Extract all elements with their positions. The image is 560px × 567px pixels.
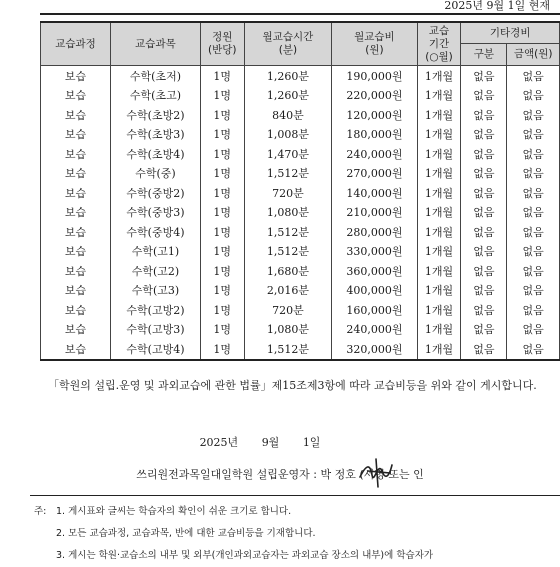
cell-course: 보습 bbox=[41, 183, 111, 203]
table-row bbox=[41, 164, 560, 184]
cell-course: 보습 bbox=[41, 125, 111, 145]
cell-course: 보습 bbox=[41, 339, 111, 360]
signature-month: 9월 bbox=[261, 436, 280, 449]
cell-other-type: 없음 bbox=[461, 320, 507, 340]
table-row bbox=[41, 86, 560, 106]
cell-course: 보습 bbox=[41, 222, 111, 242]
note-item: 1. 게시표와 글씨는 학습자의 확인이 쉬운 크기로 합니다. bbox=[56, 506, 292, 517]
table-row bbox=[41, 242, 560, 262]
cell-period: 1개월 bbox=[417, 66, 461, 86]
cell-monthly-hours: 1,080분 bbox=[244, 320, 332, 340]
cell-subject: 수학(고방2) bbox=[111, 300, 201, 320]
cell-period: 1개월 bbox=[417, 183, 461, 203]
cell-monthly-hours: 1,512분 bbox=[244, 242, 332, 262]
cell-subject: 수학(중방3) bbox=[111, 203, 201, 223]
cell-subject: 수학(고2) bbox=[111, 261, 201, 281]
cell-monthly-fee: 210,000원 bbox=[332, 203, 417, 223]
signature-date bbox=[0, 434, 520, 450]
cell-other-amount: 없음 bbox=[507, 339, 560, 360]
cell-monthly-hours: 1,470분 bbox=[244, 144, 332, 164]
cell-course: 보습 bbox=[41, 203, 111, 223]
cell-subject: 수학(초고) bbox=[111, 86, 201, 106]
cell-course: 보습 bbox=[41, 105, 111, 125]
cell-capacity: 1명 bbox=[200, 300, 244, 320]
cell-monthly-hours: 720분 bbox=[244, 183, 332, 203]
cell-other-amount: 없음 bbox=[507, 125, 560, 145]
cell-other-type: 없음 bbox=[461, 300, 507, 320]
top-rule bbox=[40, 13, 560, 15]
notes-divider bbox=[30, 495, 560, 496]
cell-other-amount: 없음 bbox=[507, 242, 560, 262]
cell-period: 1개월 bbox=[417, 339, 461, 360]
cell-monthly-fee: 140,000원 bbox=[332, 183, 417, 203]
cell-monthly-hours: 1,080분 bbox=[244, 203, 332, 223]
cell-capacity: 1명 bbox=[200, 222, 244, 242]
table-row bbox=[41, 222, 560, 242]
cell-period: 1개월 bbox=[417, 105, 461, 125]
cell-other-amount: 없음 bbox=[507, 320, 560, 340]
cell-capacity: 1명 bbox=[200, 66, 244, 86]
cell-course: 보습 bbox=[41, 281, 111, 301]
fee-table-body bbox=[41, 66, 560, 360]
cell-other-type: 없음 bbox=[461, 281, 507, 301]
cell-period: 1개월 bbox=[417, 125, 461, 145]
header-course: 교습과정 bbox=[41, 22, 111, 66]
cell-monthly-hours: 1,260분 bbox=[244, 66, 332, 86]
note-row-1 bbox=[34, 501, 554, 523]
cell-other-type: 없음 bbox=[461, 105, 507, 125]
cell-other-type: 없음 bbox=[461, 203, 507, 223]
cell-other-type: 없음 bbox=[461, 242, 507, 262]
cell-monthly-fee: 220,000원 bbox=[332, 86, 417, 106]
table-row bbox=[41, 66, 560, 86]
cell-monthly-hours: 840분 bbox=[244, 105, 332, 125]
cell-period: 1개월 bbox=[417, 261, 461, 281]
cell-other-type: 없음 bbox=[461, 261, 507, 281]
cell-other-type: 없음 bbox=[461, 86, 507, 106]
cell-subject: 수학(고방3) bbox=[111, 320, 201, 340]
cell-other-type: 없음 bbox=[461, 125, 507, 145]
cell-other-amount: 없음 bbox=[507, 86, 560, 106]
header-other-costs: 기타경비 bbox=[461, 22, 560, 44]
founder-signature-line: 쓰리원전과목일대일학원 설립운영자 : 박 정호 (서명 또는 인 bbox=[136, 468, 424, 481]
table-row bbox=[41, 105, 560, 125]
notes-prefix: 주: bbox=[34, 506, 47, 517]
cell-monthly-fee: 400,000원 bbox=[332, 281, 417, 301]
cell-course: 보습 bbox=[41, 242, 111, 262]
header-other-amount: 금액(원) bbox=[507, 44, 560, 66]
cell-other-amount: 없음 bbox=[507, 105, 560, 125]
cell-subject: 수학(고3) bbox=[111, 281, 201, 301]
cell-subject: 수학(초방2) bbox=[111, 105, 201, 125]
cell-course: 보습 bbox=[41, 261, 111, 281]
cell-subject: 수학(초방4) bbox=[111, 144, 201, 164]
cell-monthly-hours: 1,008분 bbox=[244, 125, 332, 145]
cell-capacity: 1명 bbox=[200, 183, 244, 203]
table-row bbox=[41, 320, 560, 340]
cell-capacity: 1명 bbox=[200, 281, 244, 301]
table-row bbox=[41, 203, 560, 223]
cell-capacity: 1명 bbox=[200, 164, 244, 184]
cell-period: 1개월 bbox=[417, 86, 461, 106]
cell-monthly-fee: 360,000원 bbox=[332, 261, 417, 281]
header-period: 교습 기간 (○월) bbox=[417, 22, 461, 66]
cell-other-type: 없음 bbox=[461, 222, 507, 242]
cell-monthly-fee: 160,000원 bbox=[332, 300, 417, 320]
cell-monthly-fee: 240,000원 bbox=[332, 320, 417, 340]
header-monthly-fee: 월교습비 (원) bbox=[332, 22, 417, 66]
cell-monthly-hours: 720분 bbox=[244, 300, 332, 320]
cell-subject: 수학(고방4) bbox=[111, 339, 201, 360]
signature-day: 1일 bbox=[302, 436, 321, 449]
cell-capacity: 1명 bbox=[200, 242, 244, 262]
cell-period: 1개월 bbox=[417, 144, 461, 164]
header-other-type: 구분 bbox=[461, 44, 507, 66]
cell-other-type: 없음 bbox=[461, 66, 507, 86]
table-row bbox=[41, 300, 560, 320]
note-row-3 bbox=[34, 545, 554, 567]
cell-capacity: 1명 bbox=[200, 125, 244, 145]
cell-other-amount: 없음 bbox=[507, 66, 560, 86]
cell-subject: 수학(중) bbox=[111, 164, 201, 184]
table-row bbox=[41, 144, 560, 164]
table-row bbox=[41, 183, 560, 203]
cell-capacity: 1명 bbox=[200, 203, 244, 223]
cell-subject: 수학(중방2) bbox=[111, 183, 201, 203]
cell-monthly-fee: 280,000원 bbox=[332, 222, 417, 242]
note-item: 2. 모든 교습과정, 교습과목, 반에 대한 교습비등을 기재합니다. bbox=[56, 528, 316, 539]
cell-period: 1개월 bbox=[417, 222, 461, 242]
cell-subject: 수학(초저) bbox=[111, 66, 201, 86]
cell-period: 1개월 bbox=[417, 242, 461, 262]
header-capacity: 정원 (반당) bbox=[200, 22, 244, 66]
cell-other-amount: 없음 bbox=[507, 222, 560, 242]
cell-other-type: 없음 bbox=[461, 183, 507, 203]
cell-capacity: 1명 bbox=[200, 144, 244, 164]
cell-course: 보습 bbox=[41, 66, 111, 86]
cell-period: 1개월 bbox=[417, 300, 461, 320]
table-row bbox=[41, 261, 560, 281]
cell-monthly-fee: 190,000원 bbox=[332, 66, 417, 86]
cell-other-amount: 없음 bbox=[507, 203, 560, 223]
table-row bbox=[41, 125, 560, 145]
cell-other-amount: 없음 bbox=[507, 144, 560, 164]
cell-period: 1개월 bbox=[417, 320, 461, 340]
cell-monthly-fee: 240,000원 bbox=[332, 144, 417, 164]
cell-course: 보습 bbox=[41, 86, 111, 106]
cell-course: 보습 bbox=[41, 144, 111, 164]
handwritten-signature-mark bbox=[356, 457, 400, 489]
signature-year: 2025년 bbox=[199, 436, 239, 449]
cell-monthly-fee: 330,000원 bbox=[332, 242, 417, 262]
cell-period: 1개월 bbox=[417, 203, 461, 223]
cell-other-amount: 없음 bbox=[507, 300, 560, 320]
cell-period: 1개월 bbox=[417, 281, 461, 301]
cell-course: 보습 bbox=[41, 300, 111, 320]
table-row bbox=[41, 281, 560, 301]
header-subject: 교습과목 bbox=[111, 22, 201, 66]
cell-capacity: 1명 bbox=[200, 105, 244, 125]
cell-monthly-hours: 1,680분 bbox=[244, 261, 332, 281]
cell-subject: 수학(초방3) bbox=[111, 125, 201, 145]
cell-capacity: 1명 bbox=[200, 86, 244, 106]
as-of-date: 2025년 9월 1일 현재 bbox=[444, 0, 550, 12]
cell-monthly-fee: 320,000원 bbox=[332, 339, 417, 360]
table-row bbox=[41, 339, 560, 360]
cell-monthly-hours: 1,512분 bbox=[244, 164, 332, 184]
cell-monthly-fee: 180,000원 bbox=[332, 125, 417, 145]
cell-period: 1개월 bbox=[417, 164, 461, 184]
cell-monthly-hours: 1,512분 bbox=[244, 339, 332, 360]
cell-capacity: 1명 bbox=[200, 261, 244, 281]
notes-section bbox=[34, 501, 554, 567]
cell-other-type: 없음 bbox=[461, 339, 507, 360]
cell-monthly-fee: 120,000원 bbox=[332, 105, 417, 125]
cell-other-amount: 없음 bbox=[507, 183, 560, 203]
cell-monthly-fee: 270,000원 bbox=[332, 164, 417, 184]
cell-other-amount: 없음 bbox=[507, 164, 560, 184]
posting-statement: 「학원의 설립.운영 및 과외교습에 관한 법률」제15조제3항에 따라 교습비등을 위와 같이 게시합니다. bbox=[48, 379, 537, 392]
cell-course: 보습 bbox=[41, 164, 111, 184]
cell-capacity: 1명 bbox=[200, 320, 244, 340]
cell-other-type: 없음 bbox=[461, 144, 507, 164]
header-monthly-hours: 월교습시간 (분) bbox=[244, 22, 332, 66]
cell-subject: 수학(중방4) bbox=[111, 222, 201, 242]
cell-other-type: 없음 bbox=[461, 164, 507, 184]
cell-other-amount: 없음 bbox=[507, 261, 560, 281]
tuition-fee-table bbox=[40, 21, 560, 361]
cell-other-amount: 없음 bbox=[507, 281, 560, 301]
cell-course: 보습 bbox=[41, 320, 111, 340]
cell-monthly-hours: 1,260분 bbox=[244, 86, 332, 106]
note-row-2 bbox=[34, 523, 554, 545]
note-item: 3. 게시는 학원·교습소의 내부 및 외부(개인과외교습자는 과외교습 장소의 내부)에 학습자가 bbox=[56, 550, 434, 561]
cell-capacity: 1명 bbox=[200, 339, 244, 360]
cell-monthly-hours: 1,512분 bbox=[244, 222, 332, 242]
cell-subject: 수학(고1) bbox=[111, 242, 201, 262]
cell-monthly-hours: 2,016분 bbox=[244, 281, 332, 301]
